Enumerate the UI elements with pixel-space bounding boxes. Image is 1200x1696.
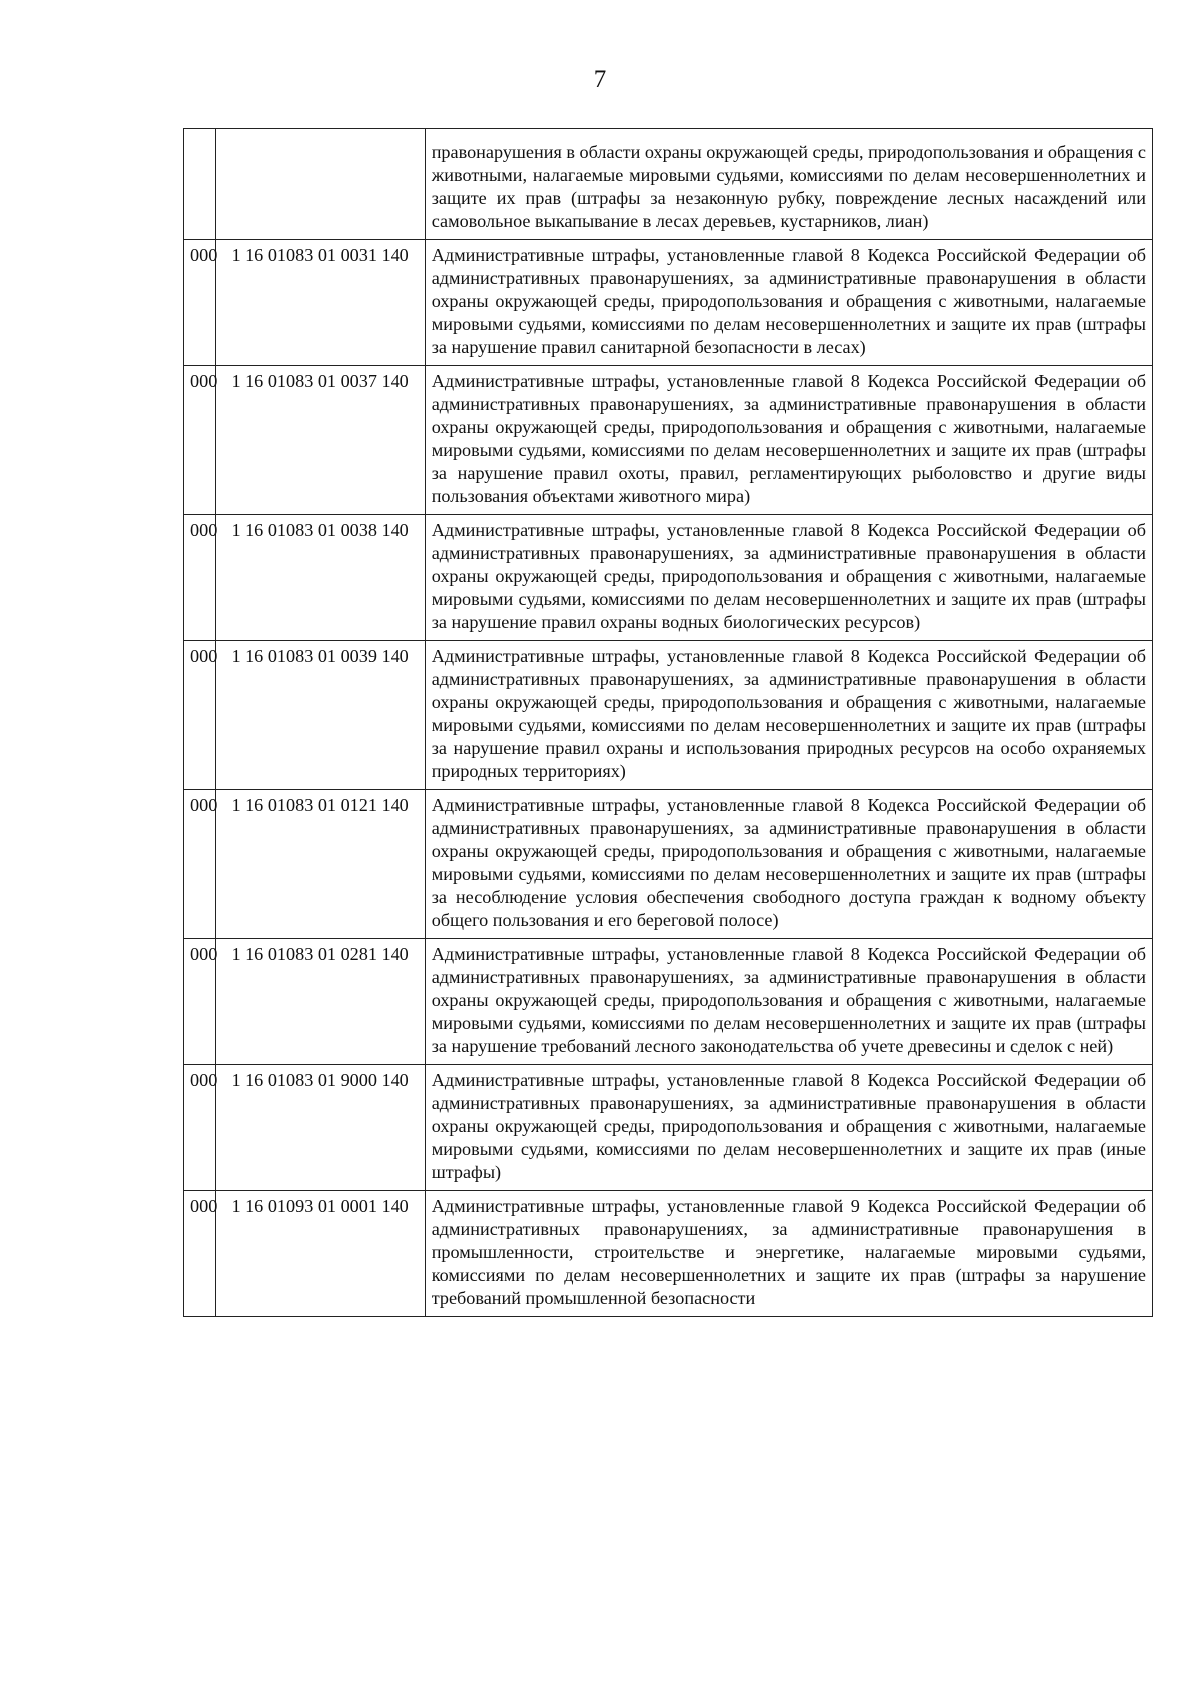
description-cell: Административные штрафы, установленные главой 8 Кодекса Российской Федерации об административных правонарушениях, за административные правонарушения в области охраны окружающей среды, природопользования и обращения с животными, налагаемые мировыми судьями, комиссиями по делам несовершеннолетних и защите их прав (иные штрафы)	[425, 1065, 1152, 1191]
table-row	[184, 515, 1153, 641]
table-row	[184, 939, 1153, 1065]
admin-code-cell: 000	[184, 790, 216, 939]
admin-code-cell: 000	[184, 515, 216, 641]
description-cell: Административные штрафы, установленные главой 8 Кодекса Российской Федерации об административных правонарушениях, за административные правонарушения в области охраны окружающей среды, природопользования и обращения с животными, налагаемые мировыми судьями, комиссиями по делам несовершеннолетних и защите их прав (штрафы за нарушение правил санитарной безопасности в лесах)	[425, 240, 1152, 366]
admin-code-cell: 000	[184, 939, 216, 1065]
kbk-code-cell	[215, 129, 425, 240]
kbk-code-cell: 1 16 01083 01 0037 140	[215, 366, 425, 515]
table-row	[184, 366, 1153, 515]
kbk-table-body	[184, 129, 1153, 1317]
table-row	[184, 129, 1153, 240]
admin-code-cell	[184, 129, 216, 240]
description-cell: Административные штрафы, установленные главой 8 Кодекса Российской Федерации об административных правонарушениях, за административные правонарушения в области охраны окружающей среды, природопользования и обращения с животными, налагаемые мировыми судьями, комиссиями по делам несовершеннолетних и защите их прав (штрафы за несоблюдение условия обеспечения свободного доступа граждан к водному объекту общего пользования и его береговой полосе)	[425, 790, 1152, 939]
kbk-code-cell: 1 16 01083 01 0281 140	[215, 939, 425, 1065]
kbk-code-cell: 1 16 01093 01 0001 140	[215, 1191, 425, 1317]
description-cell: Административные штрафы, установленные главой 8 Кодекса Российской Федерации об административных правонарушениях, за административные правонарушения в области охраны окружающей среды, природопользования и обращения с животными, налагаемые мировыми судьями, комиссиями по делам несовершеннолетних и защите их прав (штрафы за нарушение правил охоты, правил, регламентирующих рыболовство и другие виды пользования объектами животного мира)	[425, 366, 1152, 515]
description-cell: Административные штрафы, установленные главой 9 Кодекса Российской Федерации об административных правонарушениях, за административные правонарушения в промышленности, строительстве и энергетике, налагаемые мировыми судьями, комиссиями по делам несовершеннолетних и защите их прав (штрафы за нарушение требований промышленной безопасности	[425, 1191, 1152, 1317]
table-row	[184, 240, 1153, 366]
admin-code-cell: 000	[184, 366, 216, 515]
description-cell: Административные штрафы, установленные главой 8 Кодекса Российской Федерации об административных правонарушениях, за административные правонарушения в области охраны окружающей среды, природопользования и обращения с животными, налагаемые мировыми судьями, комиссиями по делам несовершеннолетних и защите их прав (штрафы за нарушение требований лесного законодательства об учете древесины и сделок с ней)	[425, 939, 1152, 1065]
admin-code-cell: 000	[184, 1191, 216, 1317]
table-row	[184, 790, 1153, 939]
description-cell: правонарушения в области охраны окружающей среды, природопользования и обращения с животными, налагаемые мировыми судьями, комиссиями по делам несовершеннолетних и защите их прав (штрафы за незаконную рубку, повреждение лесных насаждений или самовольное выкапывание в лесах деревьев, кустарников, лиан)	[425, 129, 1152, 240]
description-cell: Административные штрафы, установленные главой 8 Кодекса Российской Федерации об административных правонарушениях, за административные правонарушения в области охраны окружающей среды, природопользования и обращения с животными, налагаемые мировыми судьями, комиссиями по делам несовершеннолетних и защите их прав (штрафы за нарушение правил охраны водных биологических ресурсов)	[425, 515, 1152, 641]
kbk-table	[183, 128, 1153, 1317]
description-cell: Административные штрафы, установленные главой 8 Кодекса Российской Федерации об административных правонарушениях, за административные правонарушения в области охраны окружающей среды, природопользования и обращения с животными, налагаемые мировыми судьями, комиссиями по делам несовершеннолетних и защите их прав (штрафы за нарушение правил охраны и использования природных ресурсов на особо охраняемых природных территориях)	[425, 641, 1152, 790]
admin-code-cell: 000	[184, 641, 216, 790]
admin-code-cell: 000	[184, 240, 216, 366]
table-row	[184, 641, 1153, 790]
kbk-code-cell: 1 16 01083 01 9000 140	[215, 1065, 425, 1191]
table-row	[184, 1065, 1153, 1191]
kbk-code-cell: 1 16 01083 01 0031 140	[215, 240, 425, 366]
kbk-code-cell: 1 16 01083 01 0039 140	[215, 641, 425, 790]
kbk-code-cell: 1 16 01083 01 0121 140	[215, 790, 425, 939]
table-row	[184, 1191, 1153, 1317]
page-number: 7	[593, 66, 607, 93]
kbk-code-cell: 1 16 01083 01 0038 140	[215, 515, 425, 641]
admin-code-cell: 000	[184, 1065, 216, 1191]
